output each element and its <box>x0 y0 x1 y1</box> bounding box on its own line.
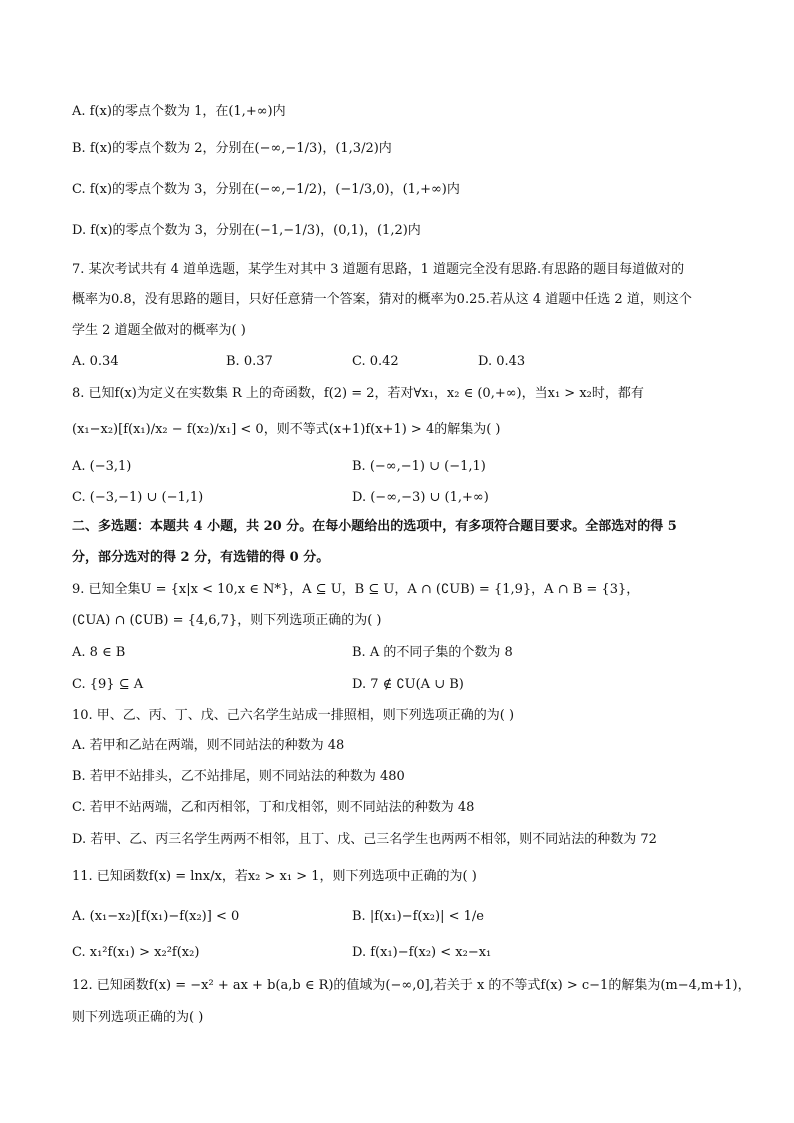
q11-option-a: A. (x₁−x₂)[f(x₁)−f(x₂)] < 0 <box>72 909 240 924</box>
q9-stem-line: (∁UA) ∩ (∁UB) = {4,6,7}，则下列选项正确的为( ) <box>72 613 382 628</box>
q12-stem-line: 12. 已知函数f(x) = −x² + ax + b(a,b ∈ R)的值域为(−∞,0],若关于 x 的不等式f(x) > c−1的解集为(m−4,m+1)， <box>72 978 751 993</box>
q6-option-c: C. f(x)的零点个数为 3，分别在(−∞,−1/2)，(−1/3,0)，(1,+∞)内 <box>72 182 460 197</box>
q9-stem-line: 9. 已知全集U = {x|x < 10,x ∈ N*}，A ⊆ U，B ⊆ U，A ∩ (∁UB) = {1,9}，A ∩ B = {3}， <box>72 582 640 597</box>
q10-option-c: C. 若甲不站两端，乙和丙相邻，丁和戊相邻，则不同站法的种数为 48 <box>72 800 475 815</box>
q10-option-b: B. 若甲不站排头，乙不站排尾，则不同站法的种数为 480 <box>72 769 405 784</box>
q11-options-row <box>72 908 732 926</box>
q8-options-row <box>72 458 732 476</box>
q9-options-row <box>72 644 732 662</box>
q8-stem-line: (x₁−x₂)[f(x₁)/x₂ − f(x₂)/x₁] < 0，则不等式(x+1)f(x+1) > 4的解集为( ) <box>72 422 501 437</box>
q6-option-b: B. f(x)的零点个数为 2，分别在(−∞,−1/3)，(1,3/2)内 <box>72 141 392 156</box>
q7-option-c: C. 0.42 <box>352 354 399 369</box>
q6-option-a: A. f(x)的零点个数为 1，在(1,+∞)内 <box>72 104 286 119</box>
q9-options-row <box>72 676 732 694</box>
section-heading: 二、多选题：本题共 4 小题，共 20 分。在每小题给出的选项中，有多项符合题目要求。全部选对的得 5 <box>72 519 677 534</box>
q8-option-b: B. (−∞,−1) ∪ (−1,1) <box>352 459 486 474</box>
q9-option-d: D. 7 ∉ ∁U(A ∪ B) <box>352 677 464 692</box>
q9-option-c: C. {9} ⊆ A <box>72 677 144 692</box>
q7-stem-line: 概率为0.8，没有思路的题目，只好任意猜一个答案，猜对的概率为0.25.若从这 4 道题中任选 2 道，则这个 <box>72 292 692 307</box>
section-heading-cont: 分，部分选对的得 2 分，有选错的得 0 分。 <box>72 550 330 565</box>
q8-option-d: D. (−∞,−3) ∪ (1,+∞) <box>352 490 489 505</box>
q7-option-a: A. 0.34 <box>72 354 119 369</box>
q11-option-c: C. x₁²f(x₁) > x₂²f(x₂) <box>72 945 200 960</box>
q9-option-b: B. A 的不同子集的个数为 8 <box>352 645 513 660</box>
q10-option-a: A. 若甲和乙站在两端，则不同站法的种数为 48 <box>72 738 345 753</box>
q12-stem-line: 则下列选项正确的为( ) <box>72 1010 204 1025</box>
q7-options <box>72 353 732 371</box>
q8-options-row <box>72 489 732 507</box>
q11-stem-line: 11. 已知函数f(x) = lnx/x，若x₂ > x₁ > 1，则下列选项中正确的为( ) <box>72 869 477 884</box>
q9-option-a: A. 8 ∈ B <box>72 645 126 660</box>
q8-option-c: C. (−3,−1) ∪ (−1,1) <box>72 490 204 505</box>
q7-stem-line: 7. 某次考试共有 4 道单选题，某学生对其中 3 道题有思路，1 道题完全没有思路.有思路的题目每道做对的 <box>72 262 685 277</box>
q10-option-d: D. 若甲、乙、丙三名学生两两不相邻，且丁、戊、己三名学生也两两不相邻，则不同站法的种数为 72 <box>72 832 657 847</box>
q11-option-b: B. |f(x₁)−f(x₂)| < 1/e <box>352 909 484 924</box>
q7-option-b: B. 0.37 <box>226 354 273 369</box>
q11-options-row <box>72 944 732 962</box>
q8-option-a: A. (−3,1) <box>72 459 132 474</box>
q10-stem-line: 10. 甲、乙、丙、丁、戊、己六名学生站成一排照相，则下列选项正确的为( ) <box>72 708 515 723</box>
q6-option-d: D. f(x)的零点个数为 3，分别在(−1,−1/3)，(0,1)，(1,2)内 <box>72 223 421 238</box>
q7-stem-line: 学生 2 道题全做对的概率为( ) <box>72 323 246 338</box>
q11-option-d: D. f(x₁)−f(x₂) < x₂−x₁ <box>352 945 492 960</box>
q8-stem-line: 8. 已知f(x)为定义在实数集 R 上的奇函数，f(2) = 2，若对∀x₁，x₂ ∈ (0,+∞)，当x₁ > x₂时，都有 <box>72 386 644 401</box>
q7-option-d: D. 0.43 <box>478 354 526 369</box>
